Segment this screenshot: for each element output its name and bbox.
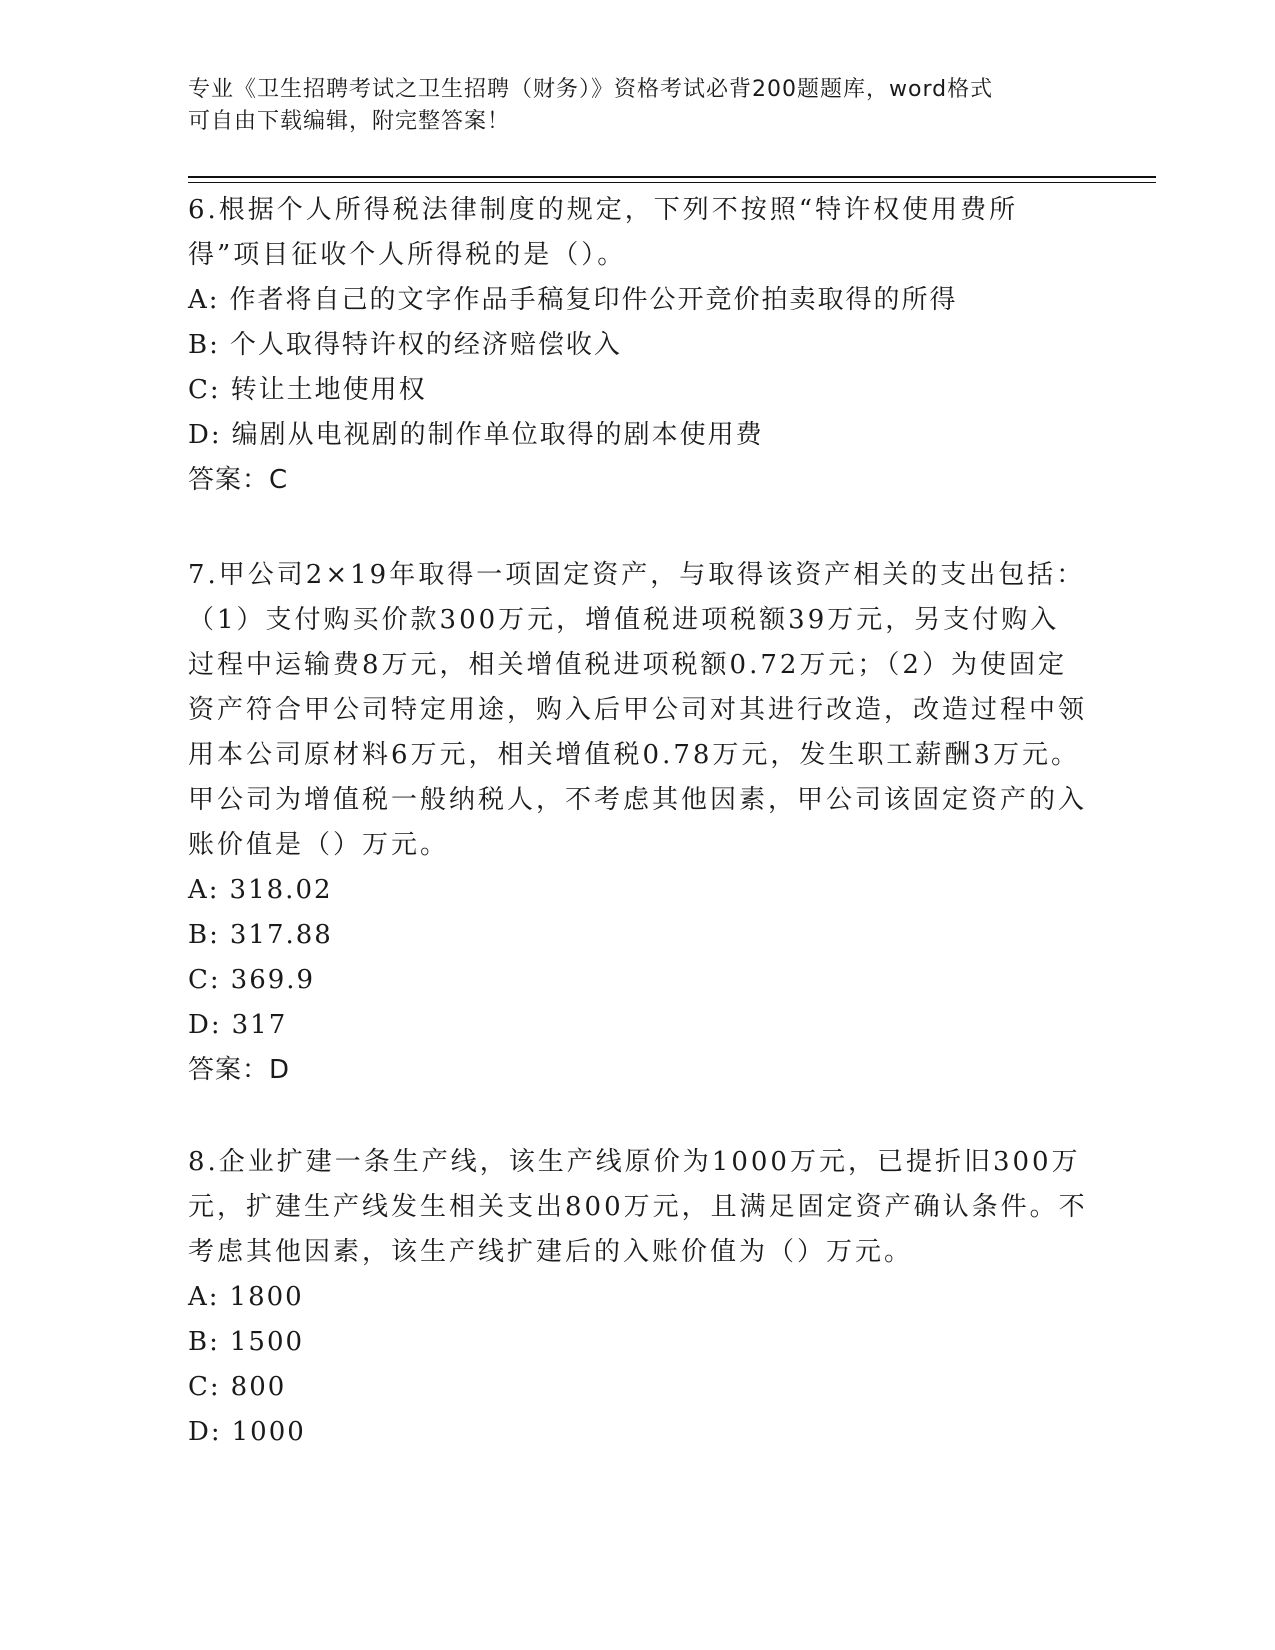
header-divider-thick — [188, 176, 1156, 178]
option-a — [188, 278, 1088, 323]
option-key: A: — [188, 1282, 220, 1312]
option-text: 编剧从电视剧的制作单位取得的剧本使用费 — [231, 420, 764, 450]
option-text: 作者将自己的文字作品手稿复印件公开竞价拍卖取得的所得 — [229, 285, 958, 315]
option-d — [188, 1003, 1088, 1048]
option-key: A: — [188, 875, 220, 905]
option-text: 1000 — [231, 1417, 306, 1447]
option-c — [188, 368, 1088, 413]
option-key: C: — [188, 375, 221, 405]
option-d — [188, 1410, 1088, 1455]
option-text: 318.02 — [229, 875, 333, 905]
option-b — [188, 323, 1088, 368]
option-text: 800 — [230, 1372, 287, 1402]
option-key: D: — [188, 420, 222, 450]
option-d — [188, 413, 1088, 458]
document-header — [188, 74, 1068, 138]
option-key: B: — [188, 1327, 220, 1357]
question-stem: 7.甲公司2×19年取得一项固定资产，与取得该资产相关的支出包括：（1）支付购买价款300万元，增值税进项税额39万元，另支付购入过程中运输费8万元，相关增值税进项税额0.72万元；（2）为使固定资产符合甲公司特定用途，购入后甲公司对其进行改造，改造过程中领用本公司原材料6万元，相关增值税0.78万元，发生职工薪酬3万元。甲公司为增值税一般纳税人，不考虑其他因素，甲公司该固定资产的入账价值是（）万元。 — [188, 560, 1088, 860]
option-key: A: — [188, 285, 220, 315]
option-text: 317.88 — [229, 920, 333, 950]
question-7 — [188, 553, 1088, 1093]
answer-line: 答案：D — [188, 1055, 291, 1085]
option-b — [188, 1320, 1088, 1365]
option-text: 个人取得特许权的经济赔偿收入 — [229, 330, 622, 360]
header-divider-thin — [188, 182, 1156, 183]
option-key: D: — [188, 1010, 222, 1040]
question-stem: 8.企业扩建一条生产线，该生产线原价为1000万元，已提折旧300万元，扩建生产线发生相关支出800万元，且满足固定资产确认条件。不考虑其他因素，该生产线扩建后的入账价值为（）万元。 — [188, 1147, 1088, 1267]
question-6 — [188, 188, 1088, 503]
option-c — [188, 1365, 1088, 1410]
header-line-1: 专业《卫生招聘考试之卫生招聘（财务）》资格考试必背200题题库，word格式 — [188, 77, 994, 102]
question-8 — [188, 1140, 1088, 1455]
option-key: D: — [188, 1417, 222, 1447]
option-key: B: — [188, 330, 220, 360]
header-line-2: 可自由下载编辑，附完整答案！ — [188, 109, 511, 134]
option-key: B: — [188, 920, 220, 950]
option-text: 317 — [231, 1010, 288, 1040]
option-text: 1500 — [229, 1327, 305, 1357]
answer-line: 答案：C — [188, 465, 289, 495]
option-a — [188, 868, 1088, 913]
option-b — [188, 913, 1088, 958]
option-key: C: — [188, 965, 221, 995]
question-stem: 6.根据个人所得税法律制度的规定，下列不按照“特许权使用费所得”项目征收个人所得税的是（）。 — [188, 195, 1019, 270]
option-c — [188, 958, 1088, 1003]
option-text: 转让土地使用权 — [230, 375, 427, 405]
option-key: C: — [188, 1372, 221, 1402]
option-a — [188, 1275, 1088, 1320]
option-text: 369.9 — [230, 965, 316, 995]
option-text: 1800 — [229, 1282, 304, 1312]
